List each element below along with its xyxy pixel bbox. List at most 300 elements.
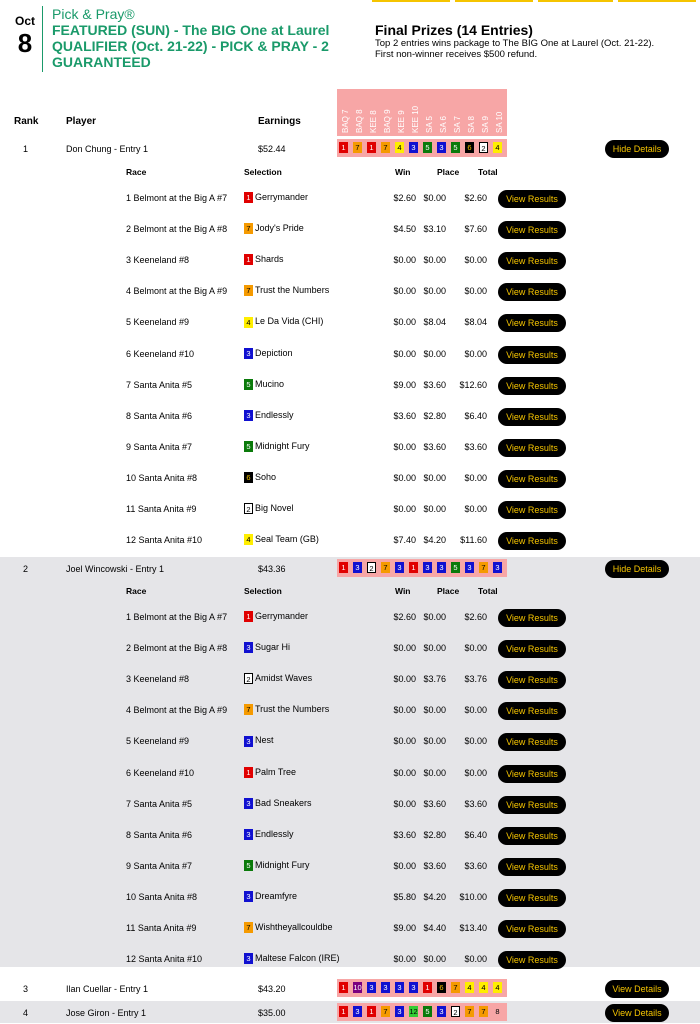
selection-horse-name: Sugar Hi (255, 642, 291, 653)
detail-selection (244, 798, 312, 809)
pick-number-badge: 3 (353, 1006, 362, 1017)
pick-number-badge: 1 (409, 562, 418, 573)
detail-place: $0.00 (423, 348, 446, 359)
entry-picks (337, 1003, 507, 1021)
selection-pgm-badge: 5 (244, 441, 253, 452)
detail-total: $0.00 (464, 472, 487, 483)
pick-number-badge: 12 (409, 1007, 418, 1016)
race-subheader: Race (126, 167, 147, 177)
detail-row (0, 500, 700, 520)
leaderboard-entry (0, 1001, 700, 1023)
pick-number-badge: 4 (465, 982, 474, 993)
detail-row (0, 345, 700, 365)
detail-total: $0.00 (464, 255, 487, 266)
detail-place: $3.60 (423, 798, 446, 809)
detail-race-name: 3 Keeneland #8 (126, 674, 190, 685)
detail-selection (244, 767, 296, 778)
pick-number-badge: 1 (339, 562, 348, 573)
detail-row (0, 701, 700, 721)
entry-rank: 4 (23, 1008, 29, 1018)
detail-win: $7.40 (393, 535, 416, 546)
player-column-header: Player (66, 116, 97, 127)
detail-place: $0.00 (423, 193, 446, 203)
selection-horse-name: Maltese Falcon (IRE) (255, 953, 340, 964)
race-column-header (381, 89, 393, 133)
detail-place: $0.00 (423, 504, 446, 514)
detail-total: $2.60 (464, 193, 487, 203)
detail-selection (244, 223, 304, 234)
detail-total: $7.60 (464, 224, 487, 235)
detail-race-name: 8 Santa Anita #6 (126, 410, 193, 421)
detail-total: $10.00 (459, 891, 487, 902)
pick-number-badge: 7 (479, 562, 488, 573)
detail-race-name: 9 Santa Anita #7 (126, 441, 193, 452)
view-results-button[interactable]: View Results (498, 346, 566, 364)
detail-row (0, 608, 700, 628)
detail-total: $0.00 (464, 504, 487, 514)
view-results-button[interactable]: View Results (498, 252, 566, 270)
pick-number-badge: 5 (423, 142, 432, 153)
detail-selection (244, 673, 312, 684)
detail-place: $0.00 (423, 736, 446, 747)
detail-row (0, 469, 700, 489)
selection-pgm-badge: 5 (244, 860, 253, 871)
pick-number-badge: 7 (381, 562, 390, 573)
selection-pgm-badge: 1 (244, 767, 253, 778)
pick-number-badge: 6 (465, 142, 474, 153)
detail-place: $4.20 (423, 891, 446, 902)
detail-win: $0.00 (393, 441, 416, 452)
detail-total: $8.04 (464, 317, 487, 328)
detail-win: $0.00 (393, 286, 416, 297)
pick-number-badge: 3 (381, 982, 390, 993)
detail-win: $0.00 (393, 348, 416, 359)
selection-horse-name: Amidst Waves (255, 673, 313, 684)
entry-rank: 3 (23, 984, 29, 994)
win-subheader: Win (395, 167, 411, 177)
entry-picks (337, 139, 507, 157)
view-results-button[interactable]: View Results (498, 439, 566, 457)
race-column-label: SA 5 (425, 116, 434, 133)
pick-number-badge: 3 (437, 1006, 446, 1017)
pick-number-badge: 2 (479, 142, 488, 153)
detail-row (0, 888, 700, 908)
pick-number-badge: 5 (423, 1006, 432, 1017)
total-subheader: Total (478, 586, 498, 596)
pick-number-badge: 7 (479, 1006, 488, 1017)
detail-row (0, 220, 700, 240)
selection-horse-name: Trust the Numbers (255, 285, 330, 296)
pick-number-badge: 3 (493, 562, 502, 573)
selection-subheader: Selection (244, 586, 282, 596)
detail-place: $3.60 (423, 860, 446, 871)
selection-horse-name: Midnight Fury (255, 440, 310, 451)
view-results-button[interactable]: View Results (498, 889, 566, 907)
detail-win: $2.60 (393, 612, 416, 622)
detail-win: $0.00 (393, 317, 416, 328)
hide-details-button[interactable]: Hide Details (605, 560, 669, 578)
detail-race-name: 2 Belmont at the Big A #8 (126, 224, 228, 235)
detail-place: $0.00 (423, 705, 446, 716)
detail-row (0, 764, 700, 784)
detail-place: $0.00 (423, 255, 446, 266)
pick-number-badge: 3 (437, 142, 446, 153)
selection-horse-name: Shards (255, 254, 284, 265)
detail-race-name: 10 Santa Anita #8 (126, 891, 198, 902)
pick-number-badge: 3 (395, 982, 404, 993)
pick-number-badge: 4 (395, 142, 404, 153)
selection-horse-name: Trust the Numbers (255, 704, 330, 715)
race-column-label: KEE 10 (411, 105, 420, 133)
detail-race-name: 4 Belmont at the Big A #9 (126, 286, 228, 297)
detail-place: $4.40 (423, 923, 446, 933)
selection-pgm-badge: 3 (244, 642, 253, 653)
detail-win: $0.00 (393, 798, 416, 809)
view-results-button[interactable]: View Results (498, 640, 566, 658)
detail-place: $0.00 (423, 472, 446, 483)
detail-race-name: 1 Belmont at the Big A #7 (126, 612, 228, 622)
pick-number-badge: 7 (465, 1006, 474, 1017)
detail-win: $0.00 (393, 643, 416, 654)
detail-place: $2.80 (423, 410, 446, 421)
detail-total: $3.60 (464, 441, 487, 452)
detail-total: $6.40 (464, 829, 487, 840)
contest-date (12, 14, 38, 56)
pick-number-badge: 1 (339, 982, 348, 993)
race-column-header (465, 89, 477, 133)
detail-row (0, 251, 700, 271)
detail-total: $3.60 (464, 798, 487, 809)
view-results-button[interactable]: View Results (498, 470, 566, 488)
selection-horse-name: Wishtheyallcouldbe (255, 922, 333, 932)
race-column-header (353, 89, 365, 133)
detail-race-name: 7 Santa Anita #5 (126, 379, 193, 390)
detail-win: $0.00 (393, 736, 416, 747)
detail-race-name: 5 Keeneland #9 (126, 317, 190, 328)
detail-row (0, 282, 700, 302)
race-column-label: SA 10 (495, 111, 504, 133)
earnings-column-header: Earnings (258, 116, 301, 127)
pick-number-badge: 7 (381, 142, 390, 153)
view-results-button[interactable]: View Results (498, 408, 566, 426)
detail-win: $9.00 (393, 379, 416, 390)
entry-rank: 1 (23, 144, 29, 154)
contest-brand: Pick & Pray® (52, 6, 135, 22)
detail-win: $0.00 (393, 705, 416, 716)
view-results-button[interactable]: View Results (498, 314, 566, 332)
detail-selection (244, 860, 310, 871)
pick-number-badge: 5 (451, 562, 460, 573)
view-results-button[interactable]: View Results (498, 190, 566, 208)
pick-number-badge: 3 (353, 562, 362, 573)
detail-row (0, 531, 700, 551)
detail-win: $0.00 (393, 674, 416, 685)
pick-number-badge: 4 (493, 982, 502, 993)
race-column-headers (337, 89, 507, 136)
entry-player-name: Jose Giron - Entry 1 (66, 1008, 147, 1018)
race-column-header (339, 89, 351, 133)
detail-selection (244, 379, 284, 390)
pick-number-badge: 3 (395, 1006, 404, 1017)
pick-number-badge: 7 (381, 1006, 390, 1017)
pick-number-badge: 7 (353, 142, 362, 153)
selection-pgm-badge: 3 (244, 829, 253, 840)
race-column-label: BAQ 7 (341, 109, 350, 133)
selection-pgm-badge: 6 (244, 472, 253, 483)
race-column-header (493, 89, 505, 133)
detail-place: $0.00 (423, 286, 446, 297)
leaderboard-entry (0, 557, 700, 967)
selection-horse-name: Seal Team (GB) (255, 534, 319, 545)
detail-row (0, 313, 700, 333)
selection-horse-name: Endlessly (255, 828, 294, 839)
detail-place: $0.00 (423, 767, 446, 778)
selection-pgm-badge: 4 (244, 317, 253, 328)
selection-horse-name: Gerrymander (255, 611, 309, 621)
detail-place: $3.76 (423, 674, 446, 685)
selection-horse-name: Soho (255, 471, 277, 482)
detail-row (0, 826, 700, 846)
detail-total: $0.00 (464, 643, 487, 654)
view-results-button[interactable]: View Results (498, 796, 566, 814)
detail-place: $2.80 (423, 829, 446, 840)
view-results-button[interactable]: View Results (498, 501, 566, 519)
detail-row (0, 376, 700, 396)
entry-player-name: Ilan Cuellar - Entry 1 (66, 984, 149, 994)
race-column-header (423, 89, 435, 133)
detail-win: $9.00 (393, 923, 416, 933)
pick-number-badge: 1 (367, 1006, 376, 1017)
date-day: 8 (17, 28, 33, 58)
detail-race-name: 2 Belmont at the Big A #8 (126, 643, 228, 654)
place-subheader: Place (437, 167, 460, 177)
detail-race-name: 1 Belmont at the Big A #7 (126, 193, 228, 203)
view-results-button[interactable]: View Results (498, 532, 566, 550)
detail-selection (244, 285, 329, 296)
selection-horse-name: Le Da Vida (CHI) (255, 316, 324, 327)
detail-selection (244, 953, 340, 964)
pick-number-badge: 5 (451, 142, 460, 153)
contest-name: FEATURED (SUN) - The BIG One at Laurel QUALIFIER (Oct. 21-22) - PICK & PRAY - 2 GUARANTEED (52, 22, 330, 70)
race-column-header (395, 89, 407, 133)
detail-selection (244, 735, 274, 746)
race-column-label: KEE 9 (397, 110, 406, 133)
selection-pgm-badge: 3 (244, 953, 253, 964)
detail-total: $12.60 (459, 379, 487, 390)
pick-number-badge: 3 (465, 562, 474, 573)
pick-number-badge: 3 (423, 562, 432, 573)
view-results-button[interactable]: View Results (498, 671, 566, 689)
pick-number-badge: 3 (409, 142, 418, 153)
pick-number-badge: 2 (451, 1006, 460, 1017)
view-results-button[interactable]: View Results (498, 827, 566, 845)
detail-row (0, 950, 700, 970)
detail-selection (244, 534, 319, 545)
selection-horse-name: Big Novel (255, 503, 294, 513)
race-column-label: SA 8 (467, 116, 476, 133)
view-results-button[interactable]: View Results (498, 951, 566, 969)
selection-pgm-badge: 2 (244, 673, 253, 684)
selection-pgm-badge: 3 (244, 410, 253, 421)
view-results-button[interactable]: View Results (498, 858, 566, 876)
detail-row (0, 639, 700, 659)
entry-earnings: $52.44 (258, 144, 286, 154)
detail-total: $3.60 (464, 860, 487, 871)
detail-win: $0.00 (393, 860, 416, 871)
detail-selection (244, 472, 276, 483)
detail-race-name: 8 Santa Anita #6 (126, 829, 193, 840)
selection-horse-name: Bad Sneakers (255, 797, 312, 808)
view-results-button[interactable]: View Results (498, 920, 566, 938)
pick-number-badge: 4 (479, 982, 488, 993)
detail-win: $3.60 (393, 829, 416, 840)
detail-row (0, 670, 700, 690)
selection-pgm-badge: 4 (244, 534, 253, 545)
detail-row (0, 795, 700, 815)
detail-selection (244, 891, 297, 902)
view-details-button[interactable]: View Details (605, 1004, 669, 1022)
selection-horse-name: Nest (255, 735, 274, 746)
leaderboard-entry (0, 977, 700, 999)
detail-row (0, 407, 700, 427)
detail-win: $0.00 (393, 255, 416, 266)
pick-number-badge: 3 (395, 562, 404, 573)
detail-win: $0.00 (393, 954, 416, 965)
race-column-label: SA 9 (481, 116, 490, 133)
detail-win: $2.60 (393, 193, 416, 203)
entry-player-name: Joel Wincowski - Entry 1 (66, 564, 165, 574)
pick-number-badge: 1 (423, 982, 432, 993)
pick-number-badge: 4 (493, 142, 502, 153)
race-column-label: SA 6 (439, 116, 448, 133)
selection-horse-name: Gerrymander (255, 192, 309, 202)
detail-selection (244, 503, 294, 514)
race-column-header (437, 89, 449, 133)
detail-selection (244, 922, 333, 933)
detail-selection (244, 192, 308, 203)
detail-total: $11.60 (460, 535, 487, 546)
detail-row (0, 857, 700, 877)
pick-number-badge: 1 (339, 142, 348, 153)
selection-horse-name: Mucino (255, 378, 285, 389)
selection-pgm-badge: 3 (244, 348, 253, 359)
pick-number-badge: 3 (437, 562, 446, 573)
entry-earnings: $43.36 (258, 564, 286, 574)
prizes-title: Final Prizes (14 Entries) (375, 22, 533, 38)
pick-number-badge: 10 (353, 983, 362, 992)
detail-race-name: 5 Keeneland #9 (126, 736, 190, 747)
prizes-line: First non-winner receives $500 refund. (375, 49, 538, 60)
detail-win: $0.00 (393, 767, 416, 778)
prizes-line: Top 2 entries wins package to The BIG One at Laurel (Oct. 21-22). (375, 38, 655, 49)
detail-total: $0.00 (464, 286, 487, 297)
view-results-button[interactable]: View Results (498, 733, 566, 751)
selection-pgm-badge: 1 (244, 611, 253, 622)
total-subheader: Total (478, 167, 498, 177)
detail-race-name: 12 Santa Anita #10 (126, 954, 203, 965)
race-column-label: BAQ 9 (383, 109, 392, 133)
detail-row (0, 438, 700, 458)
selection-horse-name: Endlessly (255, 409, 294, 420)
selection-pgm-badge: 1 (244, 192, 253, 203)
pick-number-badge: 3 (409, 982, 418, 993)
hide-details-button[interactable]: Hide Details (605, 140, 669, 158)
detail-race-name: 12 Santa Anita #10 (126, 535, 203, 546)
detail-total: $2.60 (464, 612, 487, 622)
detail-race-name: 10 Santa Anita #8 (126, 472, 198, 483)
detail-race-name: 4 Belmont at the Big A #9 (126, 705, 228, 716)
detail-win: $0.00 (393, 504, 416, 514)
selection-pgm-badge: 7 (244, 922, 253, 933)
pick-number-badge: 1 (339, 1006, 348, 1017)
race-column-label: KEE 8 (369, 110, 378, 133)
rank-column-header: Rank (14, 116, 39, 127)
view-results-button[interactable]: View Results (498, 377, 566, 395)
view-results-button[interactable]: View Results (498, 221, 566, 239)
pick-number-badge: 6 (437, 982, 446, 993)
detail-place: $3.10 (423, 224, 446, 235)
detail-place: $0.00 (423, 612, 446, 622)
race-column-label: SA 7 (453, 116, 462, 133)
view-details-button[interactable]: View Details (605, 980, 669, 998)
detail-selection (244, 704, 329, 715)
detail-place: $3.60 (423, 441, 446, 452)
selection-horse-name: Palm Tree (255, 766, 297, 777)
selection-horse-name: Jody's Pride (255, 223, 304, 234)
detail-race-name: 6 Keeneland #10 (126, 348, 195, 359)
detail-selection (244, 316, 323, 327)
race-column-label: BAQ 8 (355, 109, 364, 133)
race-column-header (367, 89, 379, 133)
contest-title (52, 6, 352, 70)
pick-number-badge: 8 (493, 1006, 502, 1017)
selection-pgm-badge: 7 (244, 704, 253, 715)
view-results-button[interactable]: View Results (498, 702, 566, 720)
selection-pgm-badge: 5 (244, 379, 253, 390)
contest-header (0, 0, 700, 80)
detail-total: $0.00 (464, 767, 487, 778)
detail-race-name: 3 Keeneland #8 (126, 255, 190, 266)
pick-number-badge: 2 (367, 562, 376, 573)
detail-total: $0.00 (464, 705, 487, 716)
detail-race-name: 7 Santa Anita #5 (126, 798, 193, 809)
header-divider (42, 6, 43, 72)
detail-place: $0.00 (423, 954, 446, 965)
detail-win: $0.00 (393, 472, 416, 483)
detail-selection (244, 254, 284, 265)
entry-earnings: $35.00 (258, 1008, 286, 1018)
selection-pgm-badge: 2 (244, 503, 253, 514)
view-results-button[interactable]: View Results (498, 283, 566, 301)
race-column-header (479, 89, 491, 133)
detail-row (0, 919, 700, 939)
pick-number-badge: 1 (367, 142, 376, 153)
detail-total: $0.00 (464, 348, 487, 359)
view-results-button[interactable]: View Results (498, 765, 566, 783)
detail-total: $0.00 (464, 736, 487, 747)
entry-picks (337, 979, 507, 997)
detail-win: $4.50 (393, 224, 416, 235)
view-results-button[interactable]: View Results (498, 609, 566, 627)
detail-place: $3.60 (423, 379, 446, 390)
selection-pgm-badge: 3 (244, 891, 253, 902)
detail-selection (244, 611, 308, 622)
detail-selection (244, 642, 290, 653)
race-column-header (451, 89, 463, 133)
detail-win: $5.80 (393, 891, 416, 902)
detail-total: $6.40 (464, 410, 487, 421)
detail-total: $3.76 (464, 674, 487, 685)
